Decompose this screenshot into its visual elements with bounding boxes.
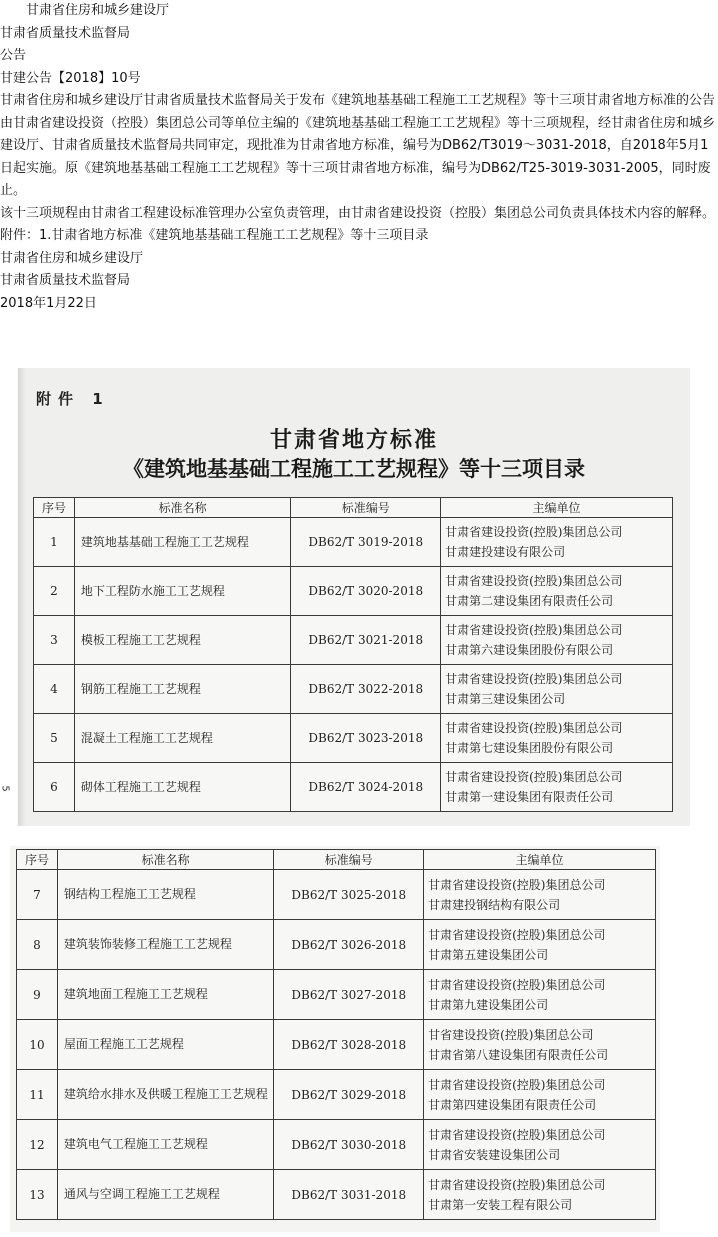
row-serial: 13 (17, 1170, 58, 1220)
table-row (17, 1070, 656, 1120)
row-standard-name: 地下工程防水施工工艺规程 (74, 567, 290, 616)
row-standard-name: 砌体工程施工工艺规程 (74, 763, 290, 812)
table-row (17, 870, 656, 920)
notice-number: 甘建公告【2018】10号 (0, 70, 141, 86)
header-chief-editor: 主编单位 (424, 850, 656, 870)
table-header-row (34, 498, 673, 518)
annex-label: 附件 1 (36, 390, 110, 408)
editor-line-2: 甘肃第三建设集团公司 (445, 692, 566, 706)
annex-title-line-1: 甘肃省地方标准 (269, 427, 438, 453)
notice-text (0, 0, 718, 315)
row-standard-name: 建筑装饰装修工程施工工艺规程 (57, 920, 273, 970)
row-serial: 12 (17, 1120, 58, 1170)
row-standard-code: DB62/T 3031-2018 (274, 1170, 424, 1220)
row-chief-editor (424, 870, 656, 920)
row-standard-code: DB62/T 3020-2018 (291, 567, 441, 616)
editor-line-2: 甘肃省安装建设集团公司 (428, 1147, 561, 1162)
row-chief-editor (441, 714, 673, 763)
header-chief-editor: 主编单位 (441, 498, 673, 518)
row-standard-name: 钢筋工程施工工艺规程 (74, 665, 290, 714)
table-row (34, 616, 673, 665)
row-serial: 10 (17, 1020, 58, 1070)
row-standard-name: 模板工程施工工艺规程 (74, 616, 290, 665)
header-standard-code: 标准编号 (291, 498, 441, 518)
editor-line-1: 甘肃省建设投资(控股)集团总公司 (445, 525, 623, 539)
row-chief-editor (441, 763, 673, 812)
editor-line-2: 甘肃第四建设集团有限责任公司 (428, 1097, 597, 1112)
header-standard-name: 标准名称 (74, 498, 290, 518)
editor-line-2: 甘肃建投钢结构有限公司 (428, 897, 561, 912)
row-chief-editor (424, 1070, 656, 1120)
row-chief-editor (441, 665, 673, 714)
notice-management-paragraph: 该十三项规程由甘肃省工程建设标准管理办公室负责管理，由甘肃省建设投资（控股）集团总公司负责具体技术内容的解释。 (0, 205, 716, 221)
row-standard-name: 通风与空调工程施工工艺规程 (57, 1170, 273, 1220)
row-chief-editor (441, 616, 673, 665)
table-header-row (17, 850, 656, 870)
table-row (34, 763, 673, 812)
row-standard-code: DB62/T 3027-2018 (274, 970, 424, 1020)
row-standard-code: DB62/T 3021-2018 (291, 616, 441, 665)
editor-line-2: 甘肃第五建设集团公司 (428, 947, 549, 962)
editor-line-1: 甘肃省建设投资(控股)集团总公司 (428, 1177, 606, 1192)
header-serial: 序号 (17, 850, 58, 870)
editor-line-1: 甘肃省建设投资(控股)集团总公司 (428, 1127, 606, 1142)
row-chief-editor (424, 920, 656, 970)
row-serial: 1 (34, 518, 75, 567)
editor-line-1: 甘肃省建设投资(控股)集团总公司 (428, 927, 606, 942)
row-standard-code: DB62/T 3019-2018 (291, 518, 441, 567)
annex-title-line-2: 《建筑地基基础工程施工工艺规程》等十三项目录 (123, 456, 585, 481)
row-chief-editor (424, 970, 656, 1020)
row-standard-code: DB62/T 3028-2018 (274, 1020, 424, 1070)
editor-line-1: 甘省建设投资(控股)集团总公司 (428, 1027, 594, 1042)
issuer-name-1: 甘肃省住房和城乡建设厅 (26, 3, 170, 18)
row-serial: 11 (17, 1070, 58, 1120)
editor-line-2: 甘肃第一安装工程有限公司 (428, 1197, 573, 1212)
row-standard-name: 建筑地基基础工程施工工艺规程 (74, 518, 290, 567)
row-standard-code: DB62/T 3026-2018 (274, 920, 424, 970)
editor-line-1: 甘肃省建设投资(控股)集团总公司 (445, 672, 623, 686)
editor-line-2: 甘肃第七建设集团股份有限公司 (445, 741, 614, 755)
header-standard-code: 标准编号 (274, 850, 424, 870)
editor-line-2: 甘肃第六建设集团股份有限公司 (445, 643, 614, 657)
header-standard-name: 标准名称 (57, 850, 273, 870)
table-row (17, 1020, 656, 1070)
signature-issuer-2: 甘肃省质量技术监督局 (0, 273, 131, 288)
row-standard-name: 建筑给水排水及供暖工程施工工艺规程 (57, 1070, 273, 1120)
signature-issuer-1: 甘肃省住房和城乡建设厅 (0, 250, 144, 266)
editor-line-1: 甘肃省建设投资(控股)集团总公司 (428, 977, 606, 992)
row-chief-editor (441, 518, 673, 567)
row-standard-code: DB62/T 3022-2018 (291, 665, 441, 714)
row-standard-name: 屋面工程施工工艺规程 (57, 1020, 273, 1070)
table-row (17, 1170, 656, 1220)
notice-heading: 公告 (0, 48, 27, 63)
table-row (34, 714, 673, 763)
notice-date: 2018年1月22日 (0, 295, 97, 311)
row-serial: 2 (34, 567, 75, 616)
editor-line-1: 甘肃省建设投资(控股)集团总公司 (445, 623, 623, 637)
row-serial: 7 (17, 870, 58, 920)
row-standard-code: DB62/T 3025-2018 (274, 870, 424, 920)
table-row (34, 567, 673, 616)
row-standard-code: DB62/T 3030-2018 (274, 1120, 424, 1170)
table-row (34, 665, 673, 714)
page-number-mark: 5 (0, 785, 11, 792)
header-serial: 序号 (34, 498, 75, 518)
row-standard-name: 建筑电气工程施工工艺规程 (57, 1120, 273, 1170)
row-chief-editor (441, 567, 673, 616)
editor-line-2: 甘肃第九建设集团公司 (428, 997, 549, 1012)
row-standard-code: DB62/T 3029-2018 (274, 1070, 424, 1120)
row-chief-editor (424, 1020, 656, 1070)
row-chief-editor (424, 1170, 656, 1220)
notice-body-paragraph: 由甘肃省建设投资（控股）集团总公司等单位主编的《建筑地基基础工程施工工艺规程》等十三项规程，经甘肃省住房和城乡建设厅、甘肃省质量技术监督局共同审定，现批准为甘肃省地方标准，编号为DB62/T3019～3031-2018，自2018年5月1日起实施。原《建筑地基基础工程施工工艺规程》等十三项甘肃省地方标准，编号为DB62/T25-3019-3031-2005，同时废止。 (0, 115, 716, 198)
table-row (17, 920, 656, 970)
editor-line-1: 甘肃省建设投资(控股)集团总公司 (445, 721, 623, 735)
row-standard-name: 钢结构工程施工工艺规程 (57, 870, 273, 920)
editor-line-1: 甘肃省建设投资(控股)集团总公司 (428, 1077, 606, 1092)
row-serial: 3 (34, 616, 75, 665)
row-serial: 8 (17, 920, 58, 970)
editor-line-2: 甘肃第一建设集团有限责任公司 (445, 790, 614, 804)
row-chief-editor (424, 1120, 656, 1170)
standards-table-part-1 (33, 497, 673, 812)
row-serial: 9 (17, 970, 58, 1020)
standards-table-part-2 (16, 849, 656, 1220)
row-standard-name: 建筑地面工程施工工艺规程 (57, 970, 273, 1020)
notice-title: 甘肃省住房和城乡建设厅甘肃省质量技术监督局关于发布《建筑地基基础工程施工工艺规程》等十三项甘肃省地方标准的公告 (0, 93, 716, 108)
row-standard-code: DB62/T 3024-2018 (291, 763, 441, 812)
row-standard-code: DB62/T 3023-2018 (291, 714, 441, 763)
table-row (17, 970, 656, 1020)
editor-line-1: 甘肃省建设投资(控股)集团总公司 (428, 877, 606, 892)
editor-line-2: 甘肃建投建设有限公司 (445, 545, 566, 559)
row-standard-name: 混凝土工程施工工艺规程 (74, 714, 290, 763)
table-row (34, 518, 673, 567)
editor-line-2: 甘肃省第八建设集团有限责任公司 (428, 1047, 609, 1062)
editor-line-1: 甘肃省建设投资(控股)集团总公司 (445, 574, 623, 588)
row-serial: 4 (34, 665, 75, 714)
attachment-line: 附件：1.甘肃省地方标准《建筑地基基础工程施工工艺规程》等十三项目录 (0, 228, 429, 243)
row-serial: 5 (34, 714, 75, 763)
editor-line-1: 甘肃省建设投资(控股)集团总公司 (445, 770, 623, 784)
editor-line-2: 甘肃第二建设集团有限责任公司 (445, 594, 614, 608)
issuer-name-2: 甘肃省质量技术监督局 (0, 25, 131, 41)
row-serial: 6 (34, 763, 75, 812)
table-row (17, 1120, 656, 1170)
